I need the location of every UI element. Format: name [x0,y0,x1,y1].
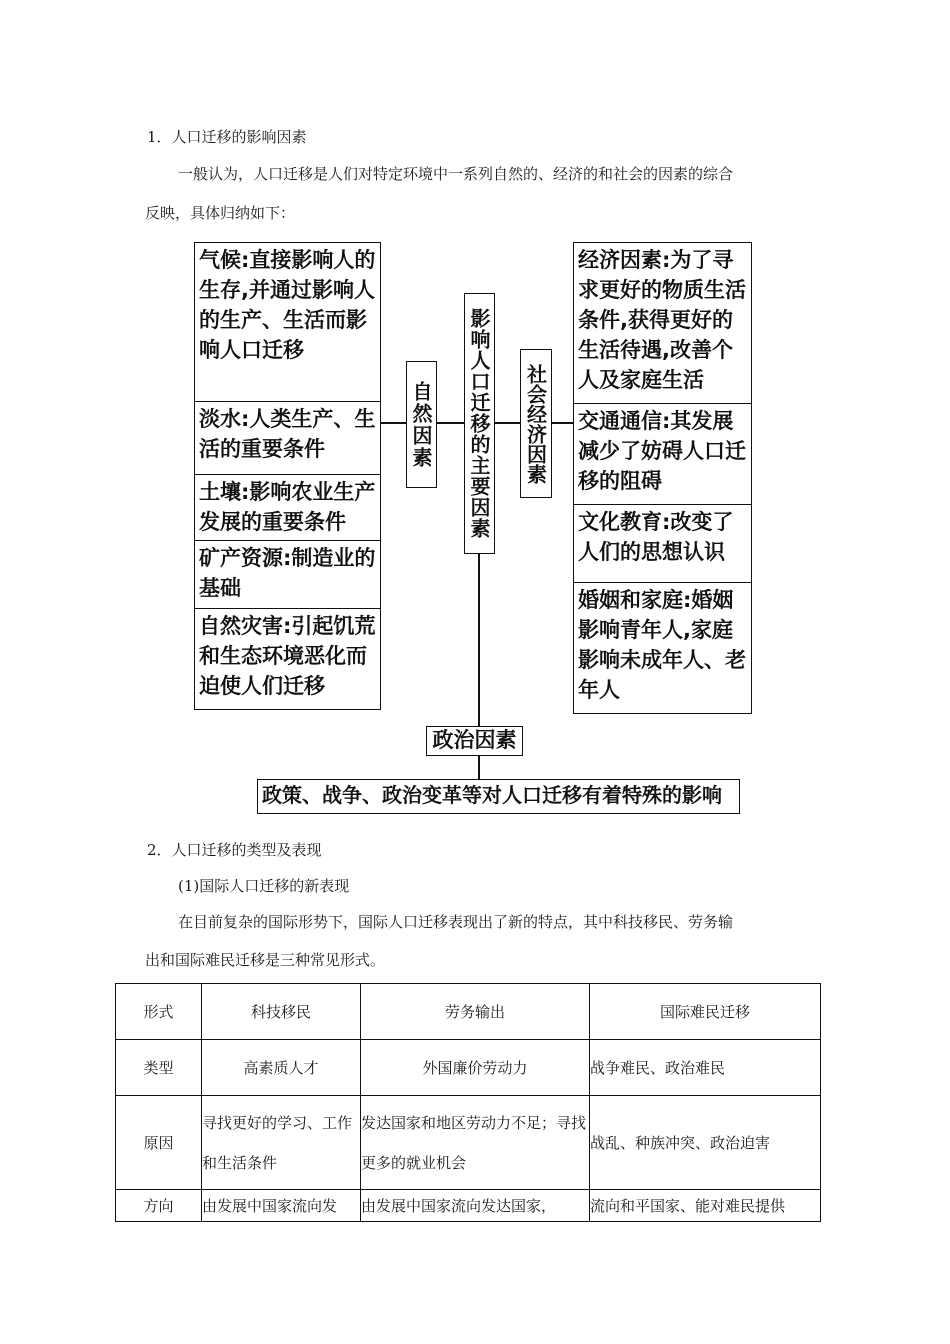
connector-line [494,422,520,424]
table-cell: 发达国家和地区劳动力不足；寻找更多的就业机会 [361,1096,590,1190]
connector-line [552,422,573,424]
political-factors-label: 政治因素 [426,726,523,756]
table-row-label: 原因 [116,1096,202,1190]
natural-item-disaster: 自然灾害:引起饥荒和生态环境恶化而迫使人们迁移 [194,608,381,710]
connector-line [478,755,480,779]
natural-item-freshwater: 淡水:人类生产、生活的重要条件 [194,401,381,475]
connector-line [478,554,480,726]
section-heading-1: 1．人口迁移的影响因素 [147,128,307,146]
socioeconomic-factors-label: 社会经济因素 [520,349,552,498]
table-row [116,1040,821,1096]
natural-item-soil: 土壤:影响农业生产发展的重要条件 [194,474,381,541]
table-header-row [116,984,821,1040]
intro-paragraph-line-2: 反映，具体归纳如下： [145,204,296,222]
table-header-cell: 科技移民 [202,984,361,1040]
table-cell: 由发展中国家流向发达国家， [361,1190,590,1222]
natural-item-climate: 气候:直接影响人的生存,并通过影响人的生产、生活而影响人口迁移 [194,242,381,402]
table-header-cell: 形式 [116,984,202,1040]
natural-item-minerals: 矿产资源:制造业的基础 [194,540,381,609]
table-header-cell: 国际难民迁移 [590,984,821,1040]
table-row-label: 类型 [116,1040,202,1096]
political-factors-description: 政策、战争、政治变革等对人口迁移有着特殊的影响 [257,779,740,814]
migration-types-table [115,983,821,1222]
social-item-transport: 交通通信:其发展减少了妨碍人口迁移的阻碍 [573,403,752,505]
table-cell: 高素质人才 [202,1040,361,1096]
table-row [116,1096,821,1190]
subheading-international-migration: (1)国际人口迁移的新表现 [178,877,350,895]
social-item-marriage-family: 婚姻和家庭:婚姻影响青年人,家庭影响未成年人、老年人 [573,582,752,714]
table-cell: 寻找更好的学习、工作和生活条件 [202,1096,361,1190]
table-row [116,1190,821,1222]
migration-paragraph-line-1: 在目前复杂的国际形势下，国际人口迁移表现出了新的特点，其中科技移民、劳务输 [178,913,734,931]
table-header-cell: 劳务输出 [361,984,590,1040]
table-cell: 流向和平国家、能对难民提供 [590,1190,821,1222]
table-cell: 战乱、种族冲突、政治迫害 [590,1096,821,1190]
table-cell: 由发展中国家流向发 [202,1190,361,1222]
section-heading-2: 2．人口迁移的类型及表现 [147,841,322,859]
social-item-education: 文化教育:改变了人们的思想认识 [573,504,752,583]
migration-paragraph-line-2: 出和国际难民迁移是三种常见形式。 [145,951,386,969]
intro-paragraph-line-1: 一般认为，人口迁移是人们对特定环境中一系列自然的、经济的和社会的因素的综合 [178,165,734,183]
table-row-label: 方向 [116,1190,202,1222]
table-cell: 外国廉价劳动力 [361,1040,590,1096]
connector-line [436,422,464,424]
social-item-economy: 经济因素:为了寻求更好的物质生活条件,获得更好的生活待遇,改善个人及家庭生活 [573,242,752,404]
natural-factors-label: 自然因素 [406,361,437,488]
main-factors-center-label: 影响人口迁移的主要因素 [464,293,495,554]
connector-line [380,422,406,424]
table-cell: 战争难民、政治难民 [590,1040,821,1096]
